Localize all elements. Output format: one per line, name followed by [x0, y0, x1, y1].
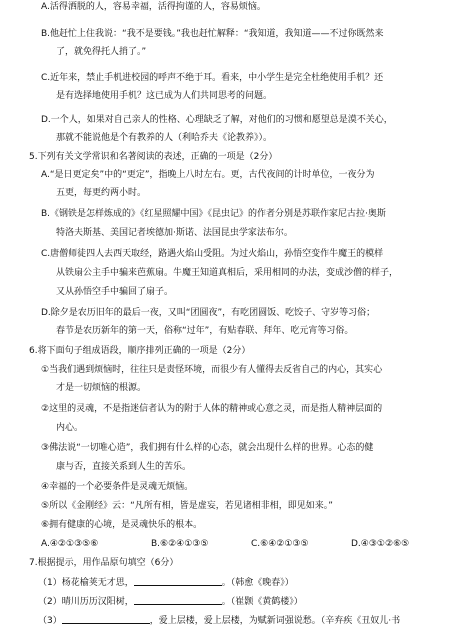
q4-option-a: A.活得洒脱的人，容易幸福，活得拘谨的人，容易烦恼。 [41, 2, 266, 12]
q6-option-c: C.⑥④②①③⑤ [251, 539, 309, 549]
q6-sentence-5: ⑤所以《金刚经》云：“凡所有相，皆是虚妄，若见诸相非相，即见如来。” [41, 501, 333, 511]
q5-stem: 5.下列有关文学常识和名著阅读的表述，正确的一项是（2分） [29, 152, 278, 162]
q6-sentence-3-line2: 康与否，直接关系到人生的苦乐。 [56, 462, 192, 472]
q5-option-b-line1: B.《钢铁是怎样炼成的》《红星照耀中国》《昆虫记》的作者分别是苏联作家尼古拉·奥斯 [41, 209, 386, 219]
q5-option-d-line2: 春节是农历新年的第一天，俗称“过年”，有贴春联、拜年、吃元宵等习俗。 [56, 326, 354, 336]
q6-sentence-1-line2: 才是一切烦恼的根源。 [56, 383, 147, 393]
q5-option-c-line1: C.唐僧师徒四人去西天取经，路遇火焰山受阻。为过火焰山，孙悟空变作牛魔王的模样 [41, 249, 384, 259]
q4-option-b-line1: B.他赶忙上住我说：“我不是要钱。”我也赶忙解释：“我知道，我知道——不过你既然来 [41, 29, 384, 39]
q4-option-d-line1: D.一个人，如果对自己亲人的性格、心理缺乏了解，对他们的习惯和愿望总是漠不关心， [41, 115, 393, 125]
q6-sentence-6: ⑥拥有健康的心境，是灵魂快乐的根本。 [41, 520, 203, 530]
q7-item-2-prefix: （2）晴川历历汉阳树， [38, 597, 134, 607]
q7-item-3-suffix: ，爱上层楼，爱上层楼，为赋新词强说愁。（辛弃疾《丑奴儿·书 [149, 616, 401, 626]
q7-item-2 [38, 594, 303, 611]
q7-item-3 [38, 613, 400, 630]
q7-item-1-suffix: 。（韩愈《晚春》） [221, 578, 294, 588]
q7-item-1-prefix: （1）杨花榆荚无才思， [38, 578, 134, 588]
q7-item-3-prefix: （3） [38, 616, 62, 626]
q6-option-a: A.④②①③⑤⑥ [41, 539, 99, 549]
q5-option-b-line2: 特洛夫斯基、美国记者埃德加·斯诺、法国昆虫学家法布尔。 [56, 228, 293, 238]
q4-option-c-line2: 是有选择地使用手机？这已成为人们共同思考的问题。 [56, 91, 273, 101]
q5-option-c-line2: 从铁扇公主手中骗来芭蕉扇。牛魔王知道真相后，采用相同的办法，变成沙僧的样子， [56, 268, 399, 278]
q6-sentence-4: ④幸福的一个必要条件是灵魂无烦恼。 [41, 482, 194, 492]
q5-option-d-line1: D.除夕是农历旧年的最后一夜，又叫“团圆夜”，有吃团圆饭、吃饺子、守岁等习俗； [41, 308, 376, 318]
q5-option-a-line1: A.“是日更定矣”中的“更定”，指晚上八时左右。更，古代夜间的计时单位，一夜分为 [41, 170, 375, 180]
q7-item-3-blank[interactable] [62, 613, 150, 624]
q4-option-b-line2: 了，就免得托人捎了。” [56, 47, 147, 57]
q7-item-1 [38, 575, 294, 592]
q6-sentence-2-line2: 内心。 [56, 423, 84, 433]
q5-option-a-line2: 五更，每更约两小时。 [56, 188, 147, 198]
q4-option-c-line1: C.近年来，禁止手机进校园的呼声不绝于耳。看来，中小学生是完全杜绝使用手机？还 [41, 73, 384, 83]
q6-sentence-3-line1: ③佛法说“一切唯心造”，我们拥有什么样的心态，就会出现什么样的世界。心态的健 [41, 443, 374, 453]
q6-stem: 6.将下面句子组成语段，顺序排列正确的一项是（2分） [29, 346, 251, 356]
q7-item-2-suffix: 。（崔颢《黄鹤楼》） [221, 597, 303, 607]
q7-item-1-blank[interactable] [134, 575, 222, 586]
q7-item-2-blank[interactable] [134, 594, 222, 605]
q6-option-b: B.⑥②④①③⑤ [151, 539, 209, 549]
q4-option-d-line2: 那就不能说他是个有教养的人（利哈乔夫《论教养》）。 [56, 133, 273, 143]
q6-sentence-2-line1: ②这里的灵魂，不是指迷信者认为的附于人体的精神或心意之灵，而是指人精神层面的 [41, 404, 383, 414]
q5-option-c-line3: 又从孙悟空手中骗回了扇子。 [56, 287, 174, 297]
q6-sentence-1-line1: ①当我们遇到烦恼时，往往只是责怪环境，而很少有人懂得去反省自己的内心，其实心 [41, 365, 383, 375]
q6-option-d: D.④③①②⑥⑤ [351, 539, 410, 549]
q7-stem: 7.根据提示，用作品原句填空（6分） [29, 558, 179, 568]
